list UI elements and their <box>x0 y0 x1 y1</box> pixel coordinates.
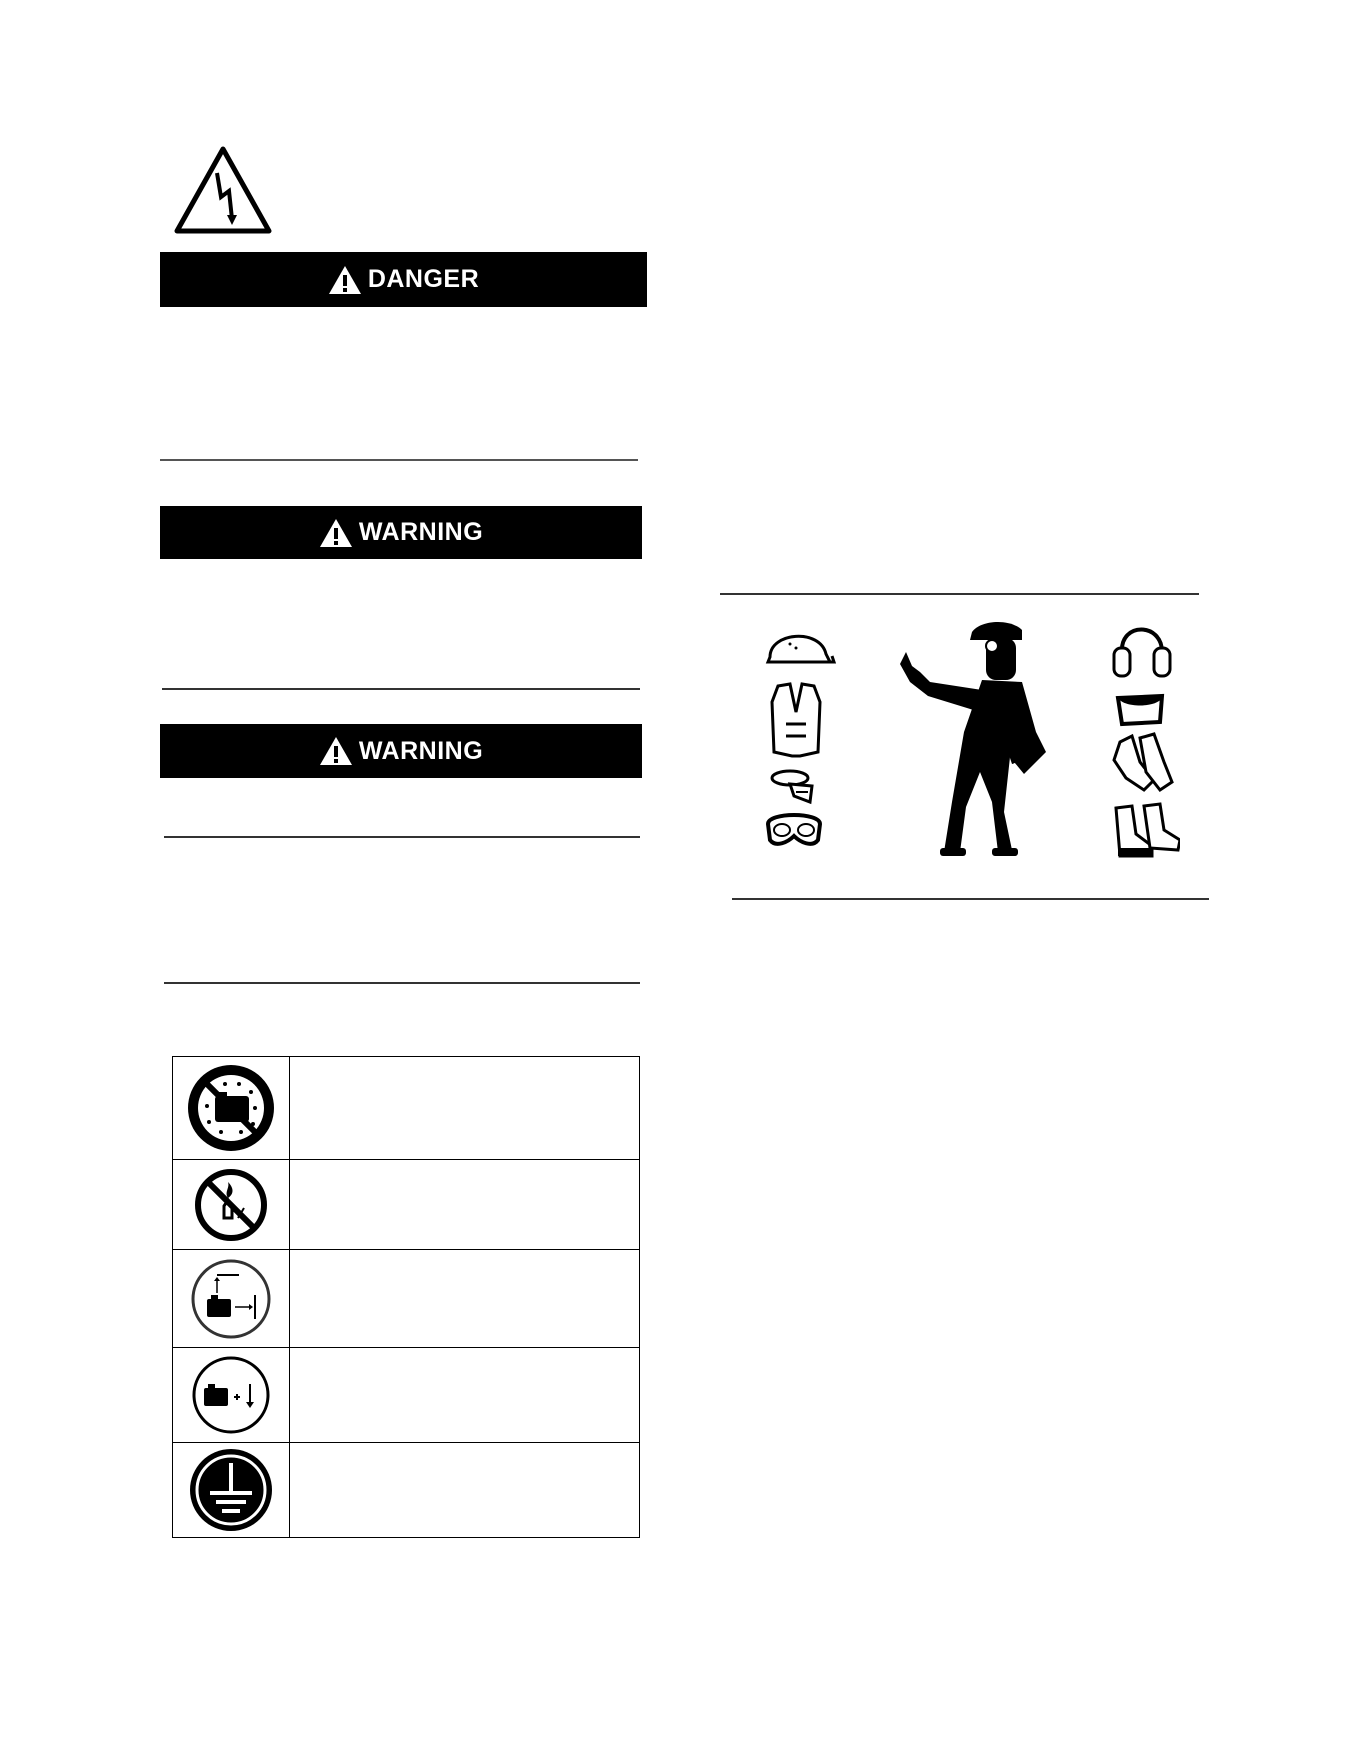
ear-muffs-icon <box>1114 630 1170 677</box>
safety-boots-icon <box>1116 804 1180 856</box>
ppe-illustration <box>760 612 1180 877</box>
table-row <box>173 1250 640 1348</box>
electrical-hazard-icon <box>173 145 273 235</box>
table-row <box>173 1160 640 1250</box>
symbol-description <box>289 1443 639 1538</box>
ear-plugs-icon <box>772 771 812 802</box>
danger-banner <box>160 252 647 307</box>
alert-triangle-icon <box>319 736 353 766</box>
safety-goggles-icon <box>768 815 820 844</box>
face-mask-icon <box>1118 696 1162 724</box>
protective-earth-ground-icon <box>188 1447 274 1533</box>
place-on-level-ground-icon <box>190 1354 272 1436</box>
symbol-description <box>289 1250 639 1348</box>
section-divider <box>720 593 1199 595</box>
danger-label: DANGER <box>367 265 480 293</box>
table-row <box>173 1057 640 1160</box>
clearance-distance-icon <box>189 1257 273 1341</box>
symbol-description <box>289 1348 639 1443</box>
symbol-description <box>289 1160 639 1250</box>
alert-triangle-icon <box>319 518 353 548</box>
table-row <box>173 1348 640 1443</box>
warning-banner <box>160 506 642 559</box>
table-row <box>173 1443 640 1538</box>
work-gloves-icon <box>1114 734 1172 790</box>
safety-symbol-table <box>172 1056 640 1538</box>
no-water-exposure-icon <box>185 1062 277 1154</box>
warning-banner <box>160 724 642 778</box>
safety-vest-icon <box>772 684 820 756</box>
section-divider <box>732 898 1209 900</box>
section-divider <box>164 836 640 838</box>
alert-triangle-icon <box>328 265 362 295</box>
section-divider <box>160 459 638 461</box>
section-divider <box>164 982 640 984</box>
hard-hat-icon <box>768 636 834 662</box>
symbol-description <box>289 1057 639 1160</box>
warning-label: WARNING <box>358 736 484 765</box>
worker-figure-icon <box>900 622 1046 856</box>
no-open-flame-icon <box>194 1168 268 1242</box>
warning-label: WARNING <box>358 518 484 546</box>
section-divider <box>162 688 640 690</box>
